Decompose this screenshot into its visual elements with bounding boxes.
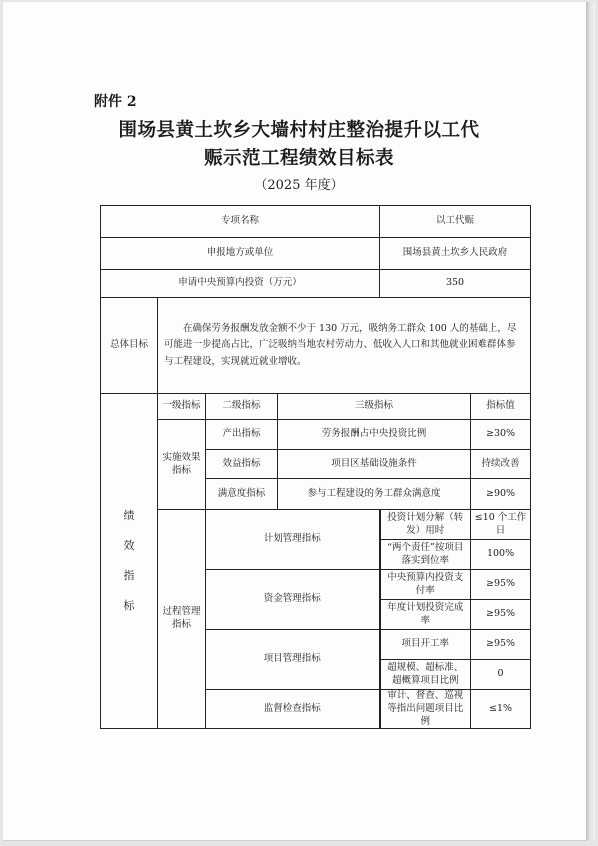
indicator-value: ≥30%: [471, 420, 531, 450]
overall-goal-text: 在确保劳务报酬发放金额不少于 130 万元，吸纳务工群众 100 人的基础上，尽可能进一步提高占比，广泛吸纳当地农村劳动力、低收入人口和其他就业困难群体参与工程建设，实现就近就业增收。: [158, 298, 531, 394]
performance-indicators-label: [101, 394, 158, 729]
level3-cell: 年度计划投资完成率: [380, 600, 471, 630]
vertical-char: 标: [123, 599, 135, 613]
table-row: [101, 238, 531, 270]
label-cell: 申报地方或单位: [101, 238, 380, 270]
level2-cell: 满意度指标: [206, 479, 278, 510]
attachment-label: 附件 2: [94, 94, 137, 110]
level2-cell: 产出指标: [206, 420, 278, 450]
header-value: 指标值: [471, 394, 531, 420]
level3-cell: 项目区基础设施条件: [278, 450, 471, 479]
vertical-char: 绩: [123, 509, 135, 523]
vertical-char: 效: [123, 539, 135, 553]
header-level3: 三级指标: [278, 394, 471, 420]
overall-goal-label: 总体目标: [101, 298, 158, 394]
table-row: [101, 420, 531, 450]
indicator-value: 持续改善: [471, 450, 531, 479]
indicator-value: ≤1%: [471, 690, 531, 729]
level1-cell: 过程管理指标: [158, 510, 206, 729]
level2-cell: 监督检查指标: [206, 690, 380, 729]
indicator-value: ≥90%: [471, 479, 531, 510]
level3-cell: 审计、督查、巡视等指出问题项目比例: [380, 690, 471, 729]
document-title-line-2: 赈示范工程绩效目标表: [203, 148, 394, 169]
indicator-value: ≥95%: [471, 570, 531, 600]
header-level1: 一级指标: [158, 394, 206, 420]
level3-cell: 中央预算内投资支付率: [380, 570, 471, 600]
header-level2: 二级指标: [206, 394, 278, 420]
level3-cell: 劳务报酬占中央投资比例: [278, 420, 471, 450]
value-cell: 以工代赈: [380, 206, 531, 238]
value-cell: 围场县黄土坎乡人民政府: [380, 238, 531, 270]
label-cell: 专项名称: [101, 206, 380, 238]
vertical-char: 指: [123, 569, 135, 583]
indicator-value: ≥95%: [471, 600, 531, 630]
level3-cell: 超规模、超标准、超概算项目比例: [380, 660, 471, 690]
indicator-value: ≥95%: [471, 630, 531, 660]
level3-cell: “两个责任”按项目落实到位率: [380, 540, 471, 570]
level2-cell: 项目管理指标: [206, 630, 380, 690]
value-cell: 350: [380, 270, 531, 298]
table-row: [101, 510, 531, 540]
level3-cell: 项目开工率: [380, 630, 471, 660]
document-title-line-1: 围场县黄土坎乡大墙村村庄整治提升以工代: [118, 120, 480, 141]
level2-cell: 效益指标: [206, 450, 278, 479]
document-year: （2025 年度）: [254, 178, 344, 193]
table-row: [101, 298, 531, 394]
table-row: [101, 394, 531, 420]
indicator-value: ≤10 个工作日: [471, 510, 531, 540]
level2-cell: 资金管理指标: [206, 570, 380, 630]
label-cell: 申请中央预算内投资（万元）: [101, 270, 380, 298]
level3-cell: 参与工程建设的务工群众满意度: [278, 479, 471, 510]
level2-cell: 计划管理指标: [206, 510, 380, 570]
performance-goals-table: [100, 205, 531, 729]
level3-cell: 投资计划分解（转发）用时: [380, 510, 471, 540]
indicator-value: 0: [471, 660, 531, 690]
level1-cell: 实施效果指标: [158, 420, 206, 510]
table-row: [101, 206, 531, 238]
table-row: [101, 270, 531, 298]
indicator-value: 100%: [471, 540, 531, 570]
